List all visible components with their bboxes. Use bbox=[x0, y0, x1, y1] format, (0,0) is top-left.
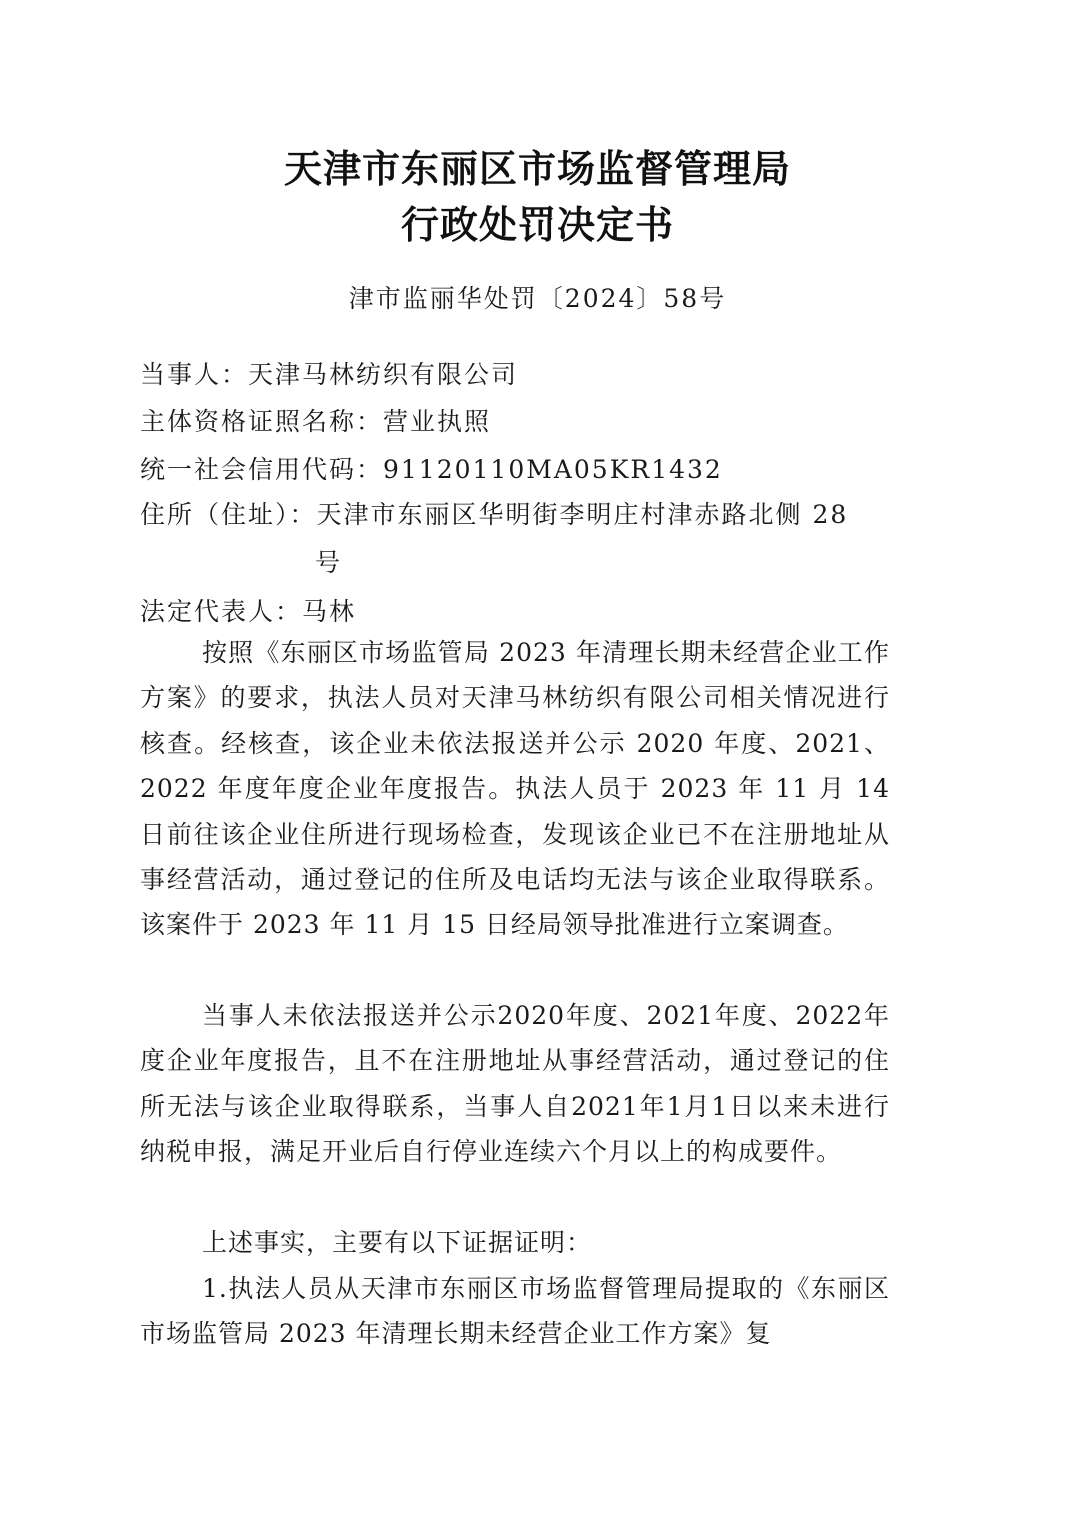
document-number: 津市监丽华处罚〔2024〕58号 bbox=[348, 284, 727, 313]
document-title: 行政处罚决定书 bbox=[400, 203, 674, 247]
evidence-intro-paragraph: 上述事实，主要有以下证据证明： bbox=[202, 1228, 593, 1257]
license-name-line: 主体资格证照名称：营业执照 bbox=[140, 407, 492, 436]
address-line-continued: 号 bbox=[315, 548, 343, 577]
violation-paragraph: 当事人未依法报送并公示2020年度、2021年度、2022年度企业年度报告，且不在注册地址从事经营活动，通过登记的住所无法与该企业取得联系，当事人自2021年1月1日以来未进行纳税申报，满足开业后自行停业连续六个月以上的构成要件。 bbox=[140, 1001, 890, 1167]
facts-paragraph: 按照《东丽区市场监管局 2023 年清理长期未经营企业工作方案》的要求，执法人员对天津马林纺织有限公司相关情况进行核查。经核查，该企业未依法报送并公示 2020 年度、2021、2022 年度年度企业年度报告。执法人员于 2023 年 11 月 14 日前往该企业住所进行现场检查，发现该企业已不在注册地址从事经营活动，通过登记的住所及电话均无法与该企业取得联系。该案件于 2023 年 11 月 15 日经局领导批准进行立案调查。 bbox=[140, 638, 890, 940]
legal-representative-line: 法定代表人：马林 bbox=[140, 597, 357, 626]
party-name-line: 当事人：天津马林纺织有限公司 bbox=[140, 360, 519, 389]
credit-code-line: 统一社会信用代码：91120110MA05KR1432 bbox=[140, 455, 723, 484]
address-line: 住所（住址）：天津市东丽区华明街李明庄村津赤路北侧 28 bbox=[140, 500, 849, 529]
issuer-title: 天津市东丽区市场监督管理局 bbox=[283, 147, 791, 191]
evidence-item-1: 1.执法人员从天津市东丽区市场监督管理局提取的《东丽区市场监管局 2023 年清理长期未经营企业工作方案》复 bbox=[140, 1274, 890, 1349]
